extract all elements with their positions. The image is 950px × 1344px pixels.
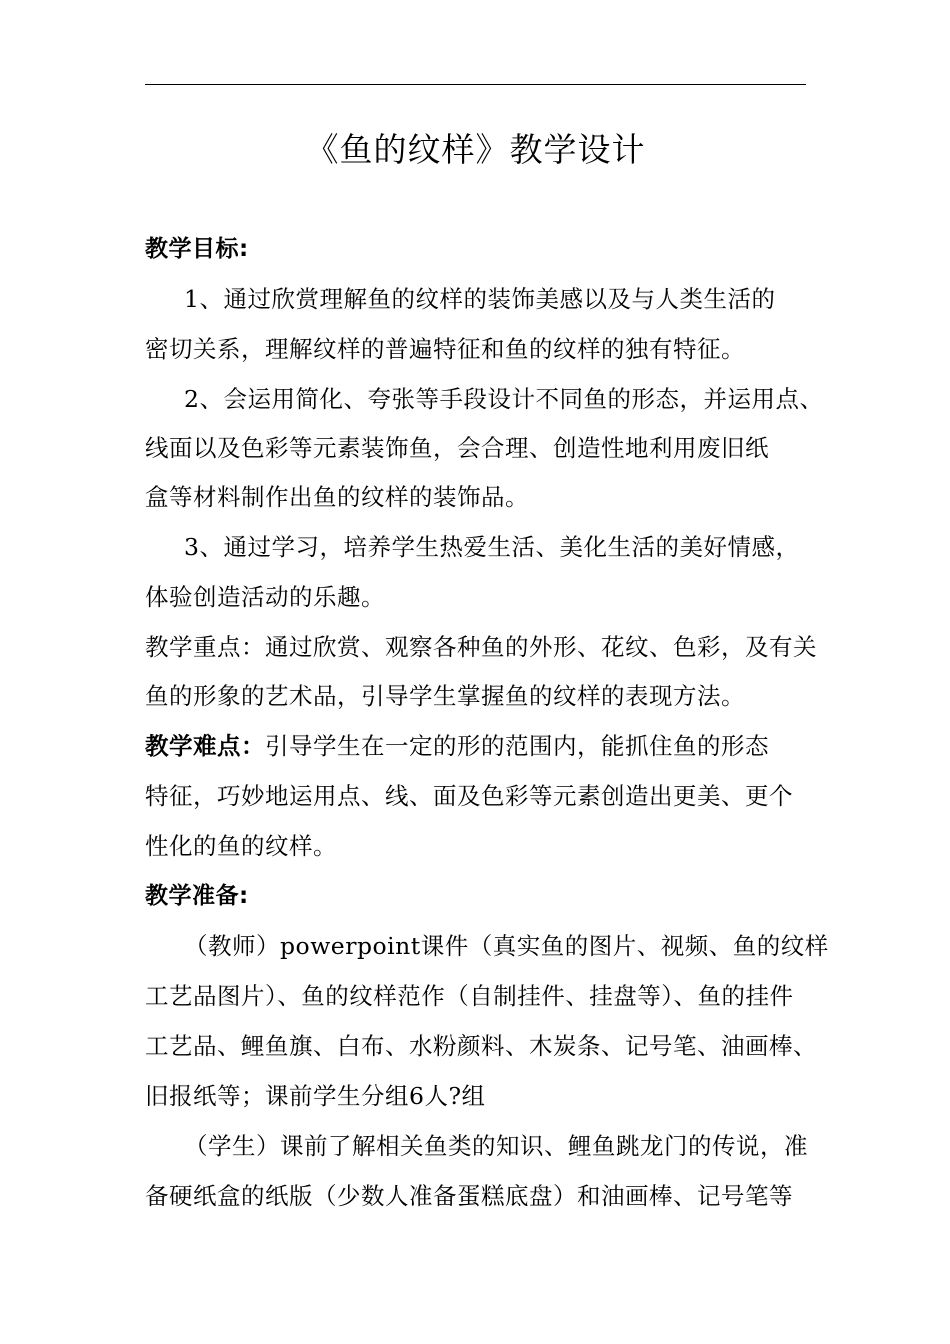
difficulties-line-2: 特征，巧妙地运用点、线、面及色彩等元素创造出更美、更个: [145, 782, 793, 810]
header-rule: [145, 84, 806, 85]
objective-2-line-3: 盒等材料制作出鱼的纹样的装饰品。: [145, 483, 529, 511]
student-prep-line-2: 备硬纸盒的纸版（少数人准备蛋糕底盘）和油画棒、记号笔等: [145, 1182, 793, 1210]
teacher-prep-line-2: 工艺品图片）、鱼的纹样范作（自制挂件、挂盘等）、鱼的挂件: [145, 982, 794, 1010]
key-points-line-1: 教学重点：通过欣赏、观察各种鱼的外形、花纹、色彩，及有关: [145, 633, 817, 661]
preparation-heading: 教学准备:: [145, 883, 249, 909]
objective-1-line-1: 1、通过欣赏理解鱼的纹样的装饰美感以及与人类生活的: [184, 285, 776, 313]
teacher-prep-line-3: 工艺品、鲤鱼旗、白布、水粉颜料、木炭条、记号笔、油画棒、: [145, 1032, 817, 1060]
teacher-prep-line-1: （教师）powerpoint课件（真实鱼的图片、视频、鱼的纹样: [184, 932, 829, 960]
student-prep-line-1: （学生）课前了解相关鱼类的知识、鲤鱼跳龙门的传说，准: [184, 1132, 808, 1160]
objective-3-line-2: 体验创造活动的乐趣。: [145, 583, 385, 611]
objective-2-line-1: 2、会运用简化、夸张等手段设计不同鱼的形态，并运用点、: [184, 385, 824, 413]
key-points-line-2: 鱼的形象的艺术品，引导学生掌握鱼的纹样的表现方法。: [145, 682, 745, 710]
objectives-heading: 教学目标:: [145, 236, 249, 262]
difficulties-text: 引导学生在一定的形的范围内，能抓住鱼的形态: [265, 732, 769, 760]
objective-2-line-2: 线面以及色彩等元素装饰鱼，会合理、创造性地利用废旧纸: [145, 434, 769, 462]
objective-3-line-1: 3、通过学习，培养学生热爱生活、美化生活的美好情感，: [184, 533, 800, 561]
difficulties-line-3: 性化的鱼的纹样。: [145, 832, 337, 860]
difficulties-line-1: [145, 731, 810, 761]
difficulties-label: 教学难点：: [145, 732, 265, 760]
document-title: 《鱼的纹样》教学设计: [305, 130, 646, 169]
objective-1-line-2: 密切关系，理解纹样的普遍特征和鱼的纹样的独有特征。: [145, 335, 745, 363]
teacher-prep-line-4: 旧报纸等；课前学生分组6人?组: [145, 1082, 486, 1110]
